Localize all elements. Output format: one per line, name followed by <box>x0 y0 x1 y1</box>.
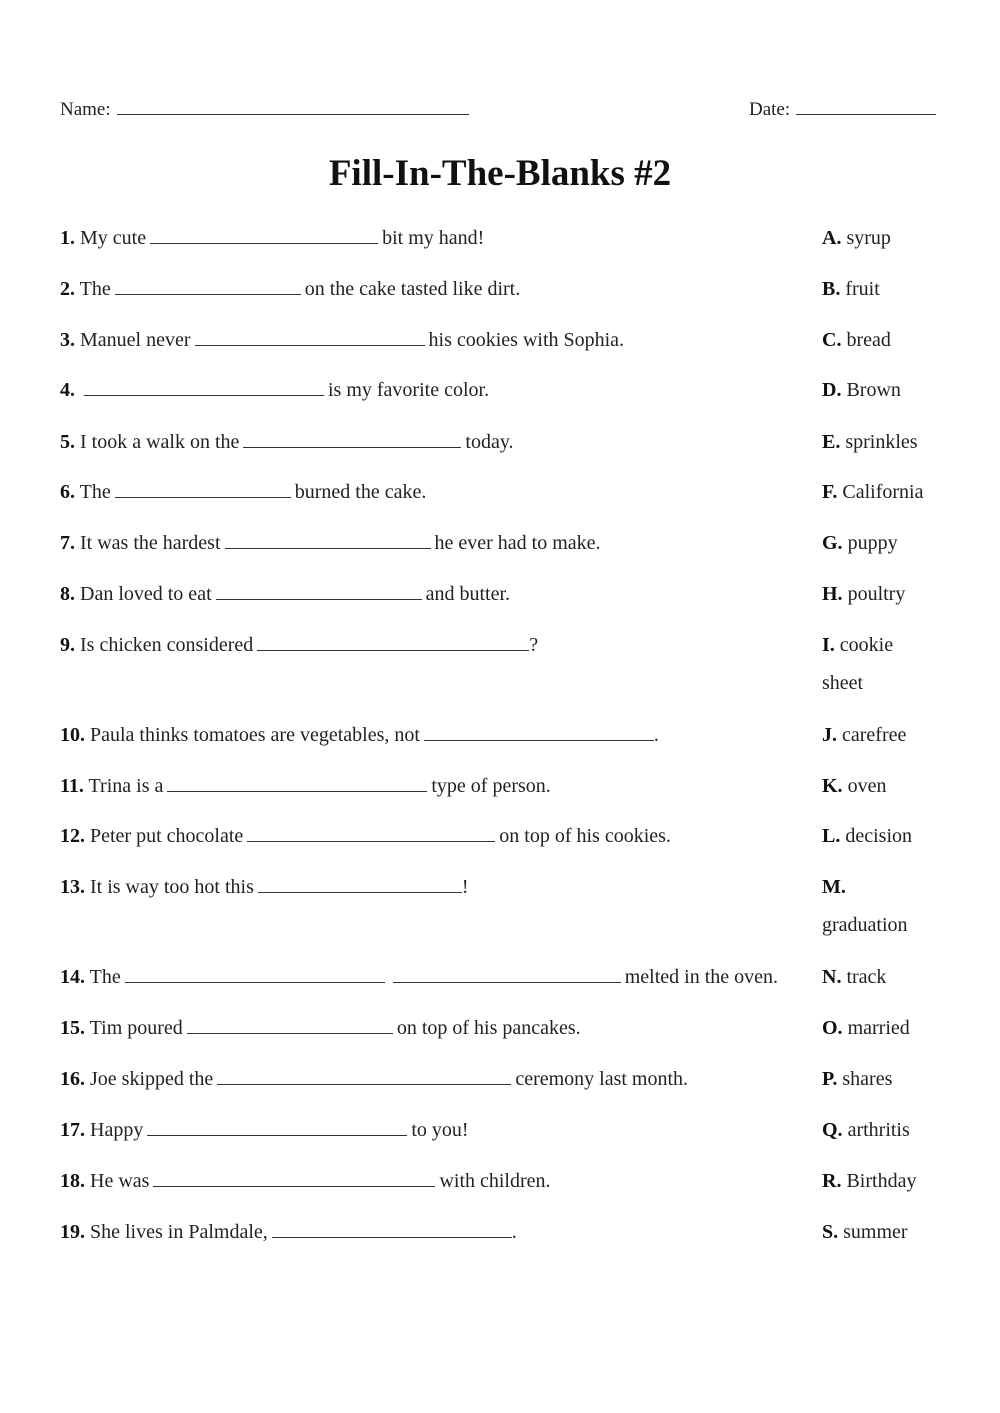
answer-blank[interactable] <box>272 1219 512 1238</box>
question-number: 10. <box>60 724 85 746</box>
word-bank-letter: H. <box>822 583 843 605</box>
question-15 <box>60 1014 581 1042</box>
question-2 <box>60 275 520 303</box>
word-bank-item <box>822 958 962 996</box>
question-text-after: to you! <box>411 1119 469 1141</box>
question-number: 8. <box>60 583 75 605</box>
word-bank-letter: L. <box>822 825 841 847</box>
word-bank-word: summer <box>843 1221 908 1243</box>
answer-blank[interactable] <box>84 377 324 396</box>
word-bank-letter: O. <box>822 1017 843 1039</box>
word-bank-word: sprinkles <box>845 431 918 453</box>
question-text-before: He was <box>90 1170 150 1192</box>
date-label: Date: <box>749 99 791 120</box>
word-bank-item <box>822 524 962 562</box>
word-bank-item <box>822 1162 962 1200</box>
word-bank-word: Birthday <box>846 1170 917 1192</box>
question-number: 17. <box>60 1119 85 1141</box>
word-bank-letter: F. <box>822 481 838 503</box>
question-text-after: ! <box>461 876 469 898</box>
word-bank-item <box>822 575 962 613</box>
name-label: Name: <box>60 99 111 120</box>
word-bank-letter: J. <box>822 724 837 746</box>
name-field <box>60 96 469 123</box>
word-bank-item <box>822 626 932 702</box>
word-bank-letter: I. <box>822 634 835 656</box>
question-14 <box>60 963 778 991</box>
page-title: Fill-In-The-Blanks #2 <box>328 153 672 194</box>
word-bank-letter: N. <box>822 966 842 988</box>
question-10 <box>60 721 659 749</box>
question-text-before: Paula thinks tomatoes are vegetables, not <box>90 724 420 746</box>
word-bank-letter: S. <box>822 1221 839 1243</box>
question-text-after: he ever had to make. <box>434 532 601 554</box>
question-text-before: The <box>79 481 111 503</box>
question-text-before: I took a walk on the <box>80 431 240 453</box>
word-bank-word: fruit <box>845 278 880 300</box>
question-text-after: bit my hand! <box>382 227 485 249</box>
answer-blank[interactable] <box>167 773 427 792</box>
question-text-before: The <box>79 278 111 300</box>
answer-blank[interactable] <box>187 1015 393 1034</box>
question-text-after: on top of his pancakes. <box>396 1017 581 1039</box>
question-number: 14. <box>60 966 85 988</box>
answer-blank[interactable] <box>153 1168 435 1187</box>
question-number: 18. <box>60 1170 85 1192</box>
question-3 <box>60 326 624 354</box>
word-bank-letter: C. <box>822 329 842 351</box>
question-1 <box>60 224 484 252</box>
word-bank-word: oven <box>847 775 887 797</box>
question-text-before: The <box>89 966 121 988</box>
question-9 <box>60 631 538 659</box>
word-bank-word: arthritis <box>847 1119 910 1141</box>
word-bank-word: carefree <box>842 724 907 746</box>
question-4 <box>60 376 489 404</box>
question-text-before: Manuel never <box>80 329 191 351</box>
word-bank-item <box>822 1111 962 1149</box>
question-number: 15. <box>60 1017 85 1039</box>
question-text-before: My cute <box>80 227 147 249</box>
answer-blank[interactable] <box>150 225 378 244</box>
question-number: 13. <box>60 876 85 898</box>
question-text-after: type of person. <box>431 775 551 797</box>
word-bank-word: syrup <box>846 227 891 249</box>
date-field <box>749 96 936 123</box>
question-number: 7. <box>60 532 75 554</box>
question-text-after: and butter. <box>425 583 511 605</box>
question-text-after: ceremony last month. <box>515 1068 689 1090</box>
word-bank-letter: R. <box>822 1170 842 1192</box>
word-bank-letter: G. <box>822 532 843 554</box>
word-bank-word: bread <box>846 329 891 351</box>
question-16 <box>60 1065 688 1093</box>
answer-blank-second[interactable] <box>393 964 621 983</box>
question-number: 5. <box>60 431 75 453</box>
question-5 <box>60 428 514 456</box>
word-bank-word: decision <box>845 825 912 847</box>
question-number: 1. <box>60 227 75 249</box>
answer-blank[interactable] <box>243 429 461 448</box>
answer-blank-first[interactable] <box>125 964 385 983</box>
question-number: 2. <box>60 278 75 300</box>
question-text-before: It is way too hot this <box>90 876 254 898</box>
question-8 <box>60 580 510 608</box>
answer-blank[interactable] <box>115 276 301 295</box>
word-bank-item <box>822 817 962 855</box>
question-text-after: is my favorite color. <box>328 379 490 401</box>
answer-blank[interactable] <box>115 479 291 498</box>
word-bank-item <box>822 1060 962 1098</box>
name-blank[interactable] <box>117 96 469 115</box>
question-text-before: Peter put chocolate <box>90 825 244 847</box>
word-bank-item <box>822 1213 962 1251</box>
question-number: 4. <box>60 379 75 401</box>
question-13 <box>60 873 469 901</box>
word-bank-letter: A. <box>822 227 842 249</box>
question-text-before: Tim poured <box>89 1017 183 1039</box>
question-19 <box>60 1218 517 1246</box>
word-bank-letter: E. <box>822 431 841 453</box>
question-text-before: It was the hardest <box>80 532 221 554</box>
question-18 <box>60 1167 551 1195</box>
question-text-after: ? <box>529 634 539 656</box>
word-bank-item <box>822 716 962 754</box>
word-bank-word: graduation <box>822 914 908 936</box>
question-6 <box>60 478 426 506</box>
date-blank[interactable] <box>796 96 936 115</box>
question-number: 19. <box>60 1221 85 1243</box>
question-number: 3. <box>60 329 75 351</box>
word-bank-letter: P. <box>822 1068 838 1090</box>
word-bank-word: puppy <box>847 532 898 554</box>
question-text-after: with children. <box>439 1170 551 1192</box>
answer-blank[interactable] <box>195 327 425 346</box>
answer-blank[interactable] <box>225 530 431 549</box>
question-text-before: She lives in Palmdale, <box>90 1221 268 1243</box>
word-bank-item <box>822 423 962 461</box>
question-number: 11. <box>60 775 84 797</box>
question-text-after: on top of his cookies. <box>499 825 671 847</box>
word-bank-letter: B. <box>822 278 841 300</box>
question-text-after: . <box>511 1221 517 1243</box>
question-text-after: on the cake tasted like dirt. <box>304 278 521 300</box>
word-bank-word: California <box>842 481 924 503</box>
word-bank-letter: D. <box>822 379 842 401</box>
word-bank-item <box>822 270 962 308</box>
word-bank-word: track <box>846 966 887 988</box>
answer-blank[interactable] <box>257 632 529 651</box>
word-bank-item <box>822 371 962 409</box>
word-bank-word: Brown <box>846 379 901 401</box>
question-text-before: Trina is a <box>88 775 164 797</box>
word-bank-item <box>822 868 932 944</box>
question-11 <box>60 772 551 800</box>
question-text-after: . <box>653 724 659 746</box>
word-bank-word: shares <box>842 1068 893 1090</box>
answer-blank[interactable] <box>247 823 495 842</box>
answer-blank[interactable] <box>258 874 462 893</box>
question-text-before: Joe skipped the <box>90 1068 214 1090</box>
question-text-after: burned the cake. <box>294 481 427 503</box>
word-bank-item <box>822 219 962 257</box>
question-number: 12. <box>60 825 85 847</box>
question-text-before: Is chicken considered <box>80 634 254 656</box>
word-bank-item <box>822 1009 962 1047</box>
question-7 <box>60 529 601 557</box>
word-bank-letter: K. <box>822 775 843 797</box>
question-text-after: melted in the oven. <box>624 966 779 988</box>
answer-blank[interactable] <box>147 1117 407 1136</box>
word-bank-word: cookie sheet <box>822 634 894 694</box>
question-17 <box>60 1116 469 1144</box>
word-bank-item <box>822 473 962 511</box>
question-number: 9. <box>60 634 75 656</box>
question-text-after: today. <box>465 431 514 453</box>
question-text-after: his cookies with Sophia. <box>428 329 625 351</box>
word-bank-letter: Q. <box>822 1119 843 1141</box>
question-number: 16. <box>60 1068 85 1090</box>
question-text-before: Happy <box>90 1119 144 1141</box>
question-text-before: Dan loved to eat <box>80 583 212 605</box>
word-bank-item <box>822 767 962 805</box>
word-bank-word: married <box>847 1017 910 1039</box>
answer-blank[interactable] <box>216 581 422 600</box>
question-12 <box>60 822 671 850</box>
word-bank-item <box>822 321 962 359</box>
answer-blank[interactable] <box>424 722 654 741</box>
word-bank-letter: M. <box>822 876 846 898</box>
answer-blank[interactable] <box>217 1066 511 1085</box>
question-number: 6. <box>60 481 75 503</box>
word-bank-word: poultry <box>847 583 906 605</box>
